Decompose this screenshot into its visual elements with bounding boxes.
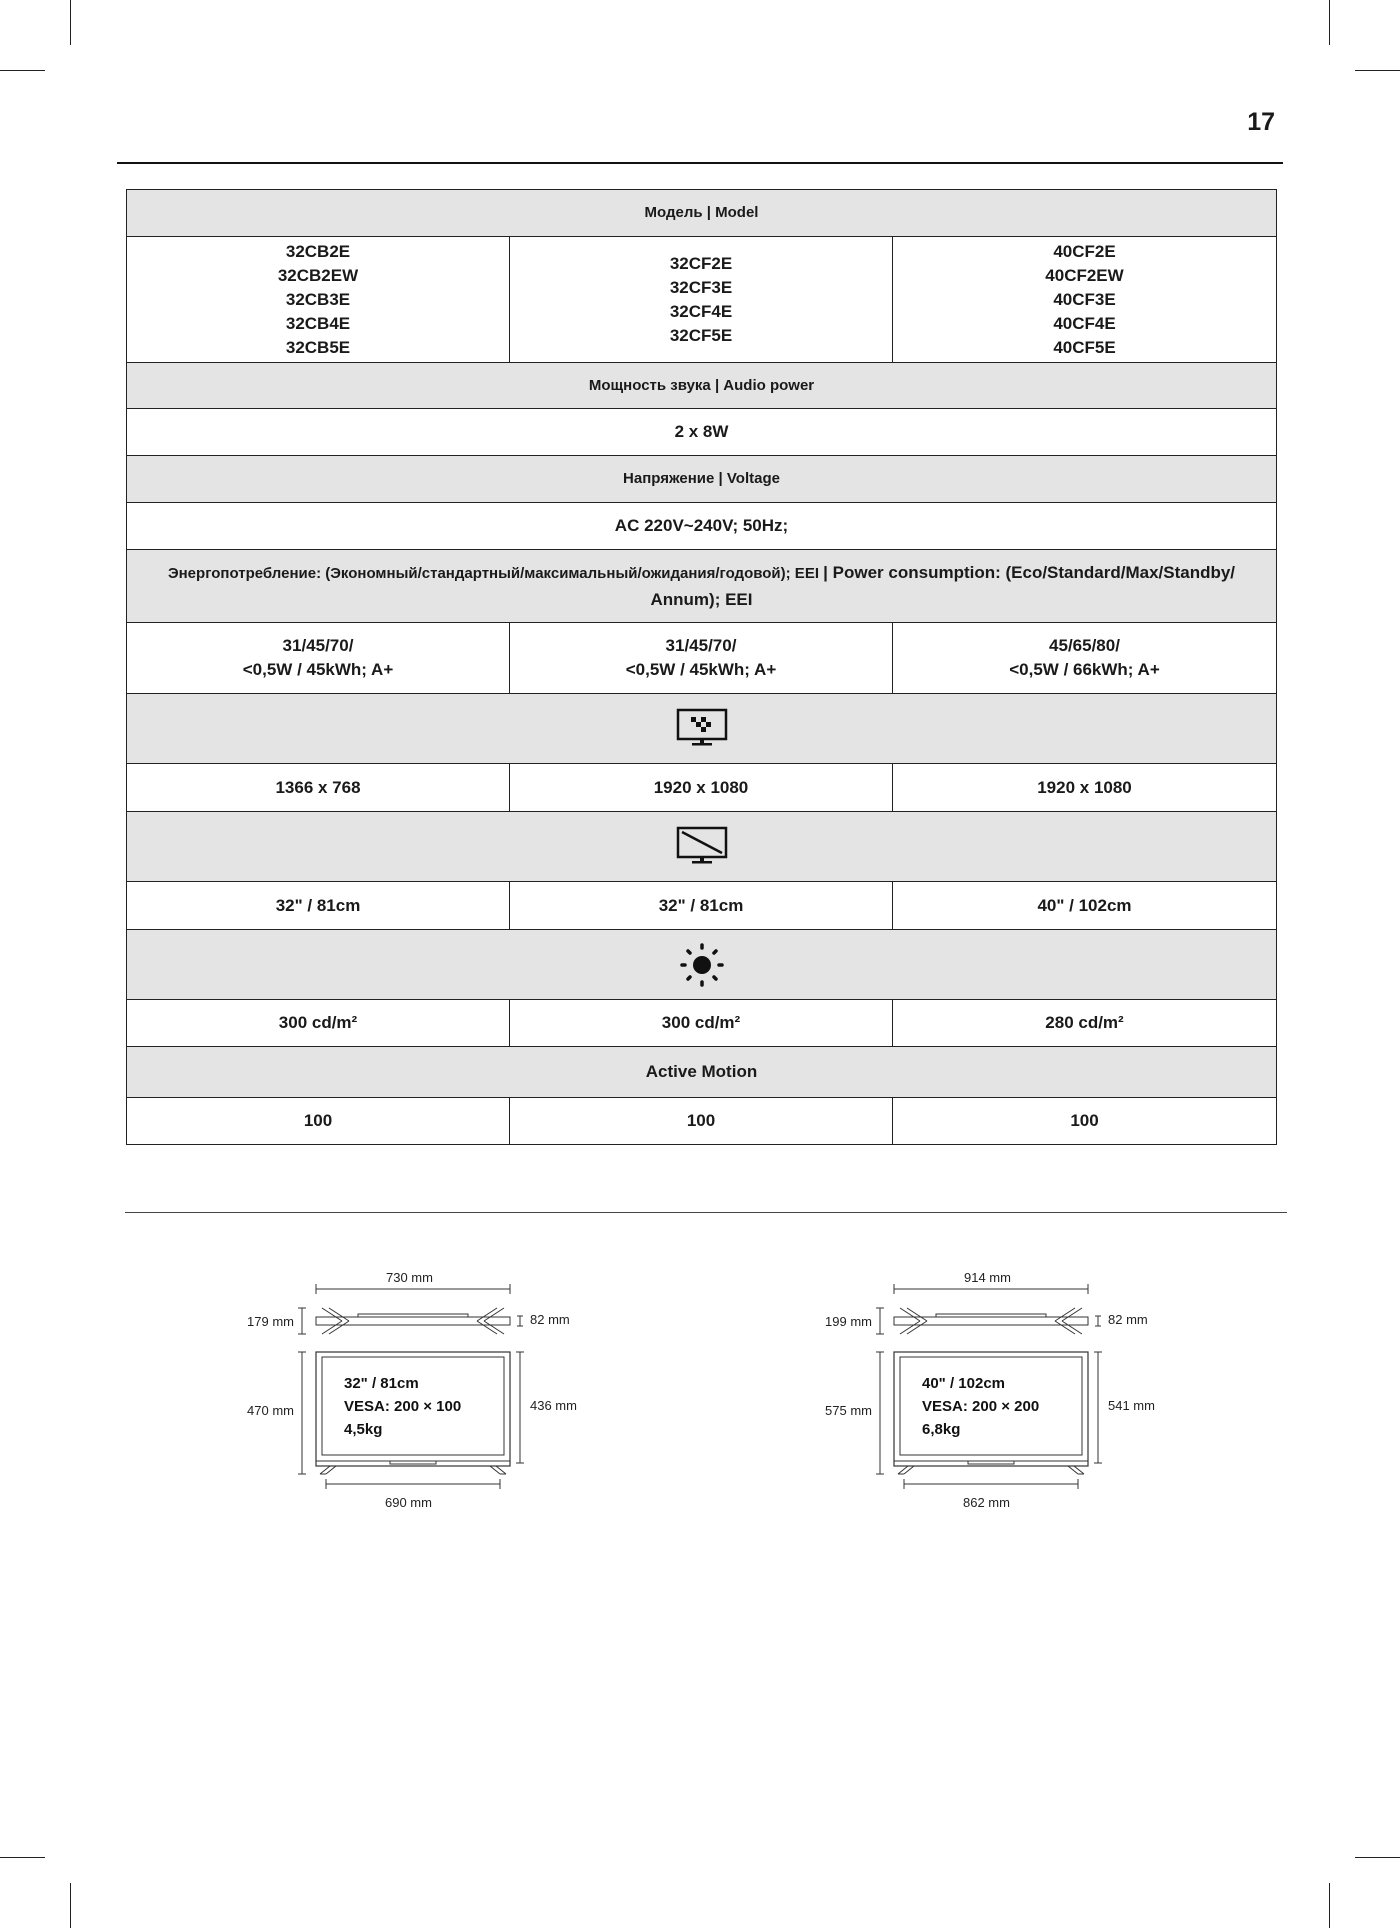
screen-size-header-row xyxy=(127,812,1277,882)
audio-row xyxy=(127,409,1277,456)
voltage-header-row xyxy=(127,456,1277,503)
stand-depth-label: 82 mm xyxy=(1108,1312,1148,1327)
power-row xyxy=(127,623,1277,694)
height-label: 470 mm xyxy=(247,1403,294,1418)
stand-width-label: 690 mm xyxy=(385,1495,432,1510)
power-header xyxy=(127,550,1277,623)
screen-size-value: 32" / 81cm xyxy=(510,882,893,930)
voltage-row xyxy=(127,503,1277,550)
dimension-diagram-40 xyxy=(808,1260,1400,1520)
motion-value: 100 xyxy=(893,1098,1277,1145)
screen-size-header xyxy=(127,812,1277,882)
top-width-label: 914 mm xyxy=(964,1270,1011,1285)
motion-value: 100 xyxy=(510,1098,893,1145)
height-label: 575 mm xyxy=(825,1403,872,1418)
screen-diagonal-icon xyxy=(676,826,728,868)
screen-size-row xyxy=(127,882,1277,930)
model-name: 32CB5E xyxy=(285,337,351,357)
tv-drawing-40 xyxy=(808,1260,1400,1520)
model-header-row xyxy=(127,190,1277,237)
power-standby: <0,5W / 66kWh; A+ xyxy=(1009,660,1160,679)
section-divider xyxy=(125,1212,1287,1213)
screen-height-label: 541 mm xyxy=(1108,1398,1155,1413)
power-value-2 xyxy=(510,623,893,694)
brightness-value: 300 cd/m² xyxy=(510,1000,893,1047)
depth-label: 199 mm xyxy=(825,1314,872,1329)
weight-text: 6,8kg xyxy=(922,1421,961,1438)
power-modes: 31/45/70/ xyxy=(282,636,354,655)
model-header: Модель | Model xyxy=(127,190,1277,237)
power-header-ru: Энергопотребление: (Экономный/стандартный/максимальный/ожидания/годовой); EEI xyxy=(167,564,819,582)
model-name: 40CF2EW xyxy=(1045,265,1124,285)
brightness-value: 300 cd/m² xyxy=(127,1000,510,1047)
stand-width-label: 862 mm xyxy=(963,1495,1010,1510)
power-standby: <0,5W / 45kWh; A+ xyxy=(625,660,777,679)
crop-mark xyxy=(0,70,45,71)
model-name: 32CB3E xyxy=(285,289,351,309)
power-header-en: | Power consumption: (Eco/Standard/Max/Standby/ xyxy=(823,562,1236,582)
model-name: 32CB2E xyxy=(285,241,351,261)
power-standby: <0,5W / 45kWh; A+ xyxy=(242,660,394,679)
brightness-value: 280 cd/m² xyxy=(893,1000,1277,1047)
top-rule xyxy=(117,162,1283,164)
screen-size-value: 40" / 102cm xyxy=(893,882,1277,930)
model-name: 40CF4E xyxy=(1053,313,1116,333)
power-header-en-2: Annum); EEI xyxy=(650,589,753,609)
resolution-row xyxy=(127,764,1277,812)
model-name: 32CB2EW xyxy=(277,265,359,285)
resolution-header xyxy=(127,694,1277,764)
power-value-1 xyxy=(127,623,510,694)
screen-size-value: 32" / 81cm xyxy=(127,882,510,930)
motion-row xyxy=(127,1098,1277,1145)
brightness-row xyxy=(127,1000,1277,1047)
model-name: 32CF3E xyxy=(669,277,733,297)
resolution-value: 1366 x 768 xyxy=(127,764,510,812)
power-modes: 31/45/70/ xyxy=(665,636,737,655)
model-name: 32CF4E xyxy=(669,301,733,321)
models-col-2 xyxy=(510,237,893,363)
model-name: 32CF5E xyxy=(669,325,733,345)
motion-header: Active Motion xyxy=(127,1047,1277,1098)
crop-mark xyxy=(0,1857,45,1858)
size-text: 40" / 102cm xyxy=(922,1375,1006,1392)
spec-table xyxy=(126,189,1277,1145)
screen-height-label: 436 mm xyxy=(530,1398,577,1413)
resolution-header-row xyxy=(127,694,1277,764)
power-modes: 45/65/80/ xyxy=(1049,636,1120,655)
resolution-monitor-icon xyxy=(676,708,728,750)
resolution-value: 1920 x 1080 xyxy=(893,764,1277,812)
models-row xyxy=(127,237,1277,363)
weight-text: 4,5kg xyxy=(344,1421,383,1438)
brightness-header-row xyxy=(127,930,1277,1000)
resolution-value: 1920 x 1080 xyxy=(510,764,893,812)
vesa-text: VESA: 200 × 100 xyxy=(344,1398,462,1415)
tv-drawing-32 xyxy=(230,1260,830,1520)
motion-header-row xyxy=(127,1047,1277,1098)
motion-value: 100 xyxy=(127,1098,510,1145)
screen-specs xyxy=(344,1372,461,1441)
voltage-value: AC 220V~240V; 50Hz; xyxy=(127,503,1277,550)
power-header-row xyxy=(127,550,1277,623)
crop-mark xyxy=(1329,0,1330,45)
models-col-3 xyxy=(893,237,1277,363)
dimension-diagram-32 xyxy=(230,1260,830,1520)
audio-header-row xyxy=(127,363,1277,409)
stand-depth-label: 82 mm xyxy=(530,1312,570,1327)
voltage-header: Напряжение | Voltage xyxy=(127,456,1277,503)
brightness-header xyxy=(127,930,1277,1000)
audio-value: 2 x 8W xyxy=(127,409,1277,456)
top-width-label: 730 mm xyxy=(386,1270,433,1285)
power-value-3 xyxy=(893,623,1277,694)
crop-mark xyxy=(70,0,71,45)
crop-mark xyxy=(1329,1883,1330,1928)
model-name: 40CF2E xyxy=(1053,241,1116,261)
brightness-sun-icon xyxy=(679,942,725,988)
vesa-text: VESA: 200 × 200 xyxy=(922,1398,1040,1415)
model-name: 40CF3E xyxy=(1053,289,1116,309)
screen-specs xyxy=(922,1372,1039,1441)
crop-mark xyxy=(70,1883,71,1928)
crop-mark xyxy=(1355,70,1400,71)
size-text: 32" / 81cm xyxy=(344,1375,419,1392)
models-col-1 xyxy=(127,237,510,363)
crop-mark xyxy=(1355,1857,1400,1858)
model-name: 32CB4E xyxy=(285,313,351,333)
model-name: 32CF2E xyxy=(669,253,733,273)
page-number: 17 xyxy=(1247,108,1275,136)
depth-label: 179 mm xyxy=(247,1314,294,1329)
model-name: 40CF5E xyxy=(1053,337,1116,357)
audio-header: Мощность звука | Audio power xyxy=(127,363,1277,409)
